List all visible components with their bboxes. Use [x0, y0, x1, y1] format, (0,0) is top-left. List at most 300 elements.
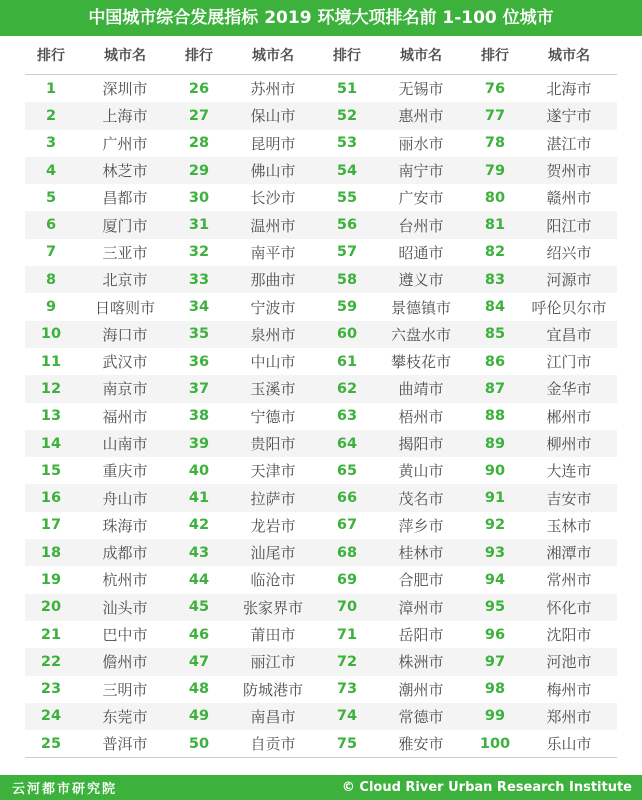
table-row	[25, 75, 617, 102]
rank-value: 9	[45, 299, 57, 316]
city-name: 湛江市	[546, 134, 592, 153]
rank-value: 17	[40, 517, 62, 534]
rank-value: 29	[188, 162, 210, 179]
rank-value: 68	[336, 544, 358, 561]
city-name: 北京市	[102, 271, 148, 290]
rank-value: 25	[40, 735, 62, 752]
city-name: 昭通市	[398, 243, 444, 262]
rank-value: 98	[484, 681, 506, 698]
rank-value: 67	[336, 517, 358, 534]
table-row	[25, 566, 617, 593]
city-name: 六盘水市	[390, 325, 451, 344]
city-name: 玉溪市	[250, 380, 296, 399]
city-name: 贺州市	[546, 162, 592, 181]
city-column-header: 城市名	[252, 48, 294, 64]
rank-value: 61	[336, 353, 358, 370]
rank-value: 53	[336, 135, 358, 152]
city-name: 揭阳市	[398, 435, 444, 453]
city-name: 丽江市	[250, 653, 296, 672]
rank-value: 71	[336, 626, 358, 643]
city-name: 南昌市	[250, 707, 296, 726]
city-name: 景德镇市	[390, 298, 451, 317]
city-name: 佛山市	[250, 162, 296, 181]
rank-city-cell	[321, 130, 469, 157]
rank-value: 94	[484, 571, 506, 588]
city-name: 吉安市	[546, 489, 592, 508]
city-column-header: 城市名	[548, 48, 590, 64]
rank-city-cell	[173, 266, 321, 293]
page-title: 中国城市综合发展指标 2019 环境大项排名前 1-100 位城市	[0, 0, 642, 36]
table-body	[25, 75, 617, 758]
rank-value: 45	[188, 599, 210, 616]
rank-city-cell	[173, 239, 321, 266]
rank-value: 100	[479, 735, 511, 752]
rank-city-cell	[469, 703, 617, 730]
city-name: 宁德市	[250, 407, 296, 426]
rank-city-cell	[25, 321, 173, 348]
rank-city-cell	[469, 457, 617, 484]
rank-city-cell	[469, 484, 617, 511]
rank-city-cell	[25, 703, 173, 730]
city-name: 林芝市	[102, 162, 148, 181]
city-name: 南宁市	[398, 162, 444, 181]
rank-city-cell	[321, 321, 469, 348]
table-row	[25, 239, 617, 266]
city-name: 沈阳市	[546, 626, 592, 645]
rank-value: 90	[484, 462, 506, 479]
rank-value: 38	[188, 408, 210, 425]
rank-value: 92	[484, 517, 506, 534]
rank-value: 65	[336, 462, 358, 479]
rank-city-cell	[469, 375, 617, 402]
city-name: 常州市	[546, 571, 592, 590]
city-name: 遂宁市	[546, 107, 592, 126]
rank-city-cell	[469, 348, 617, 375]
city-name: 普洱市	[102, 735, 148, 754]
table-row	[25, 348, 617, 375]
rank-value: 58	[336, 271, 358, 288]
city-name: 中山市	[250, 353, 296, 372]
table-row	[25, 266, 617, 293]
rank-city-cell	[469, 130, 617, 157]
city-name: 广安市	[398, 189, 444, 208]
rank-value: 76	[484, 80, 506, 97]
rank-city-cell	[25, 621, 173, 648]
rank-city-cell	[173, 539, 321, 566]
rank-value: 59	[336, 299, 358, 316]
rank-value: 69	[336, 571, 358, 588]
rank-city-cell	[173, 648, 321, 675]
rank-value: 31	[188, 217, 210, 234]
footer-copyright: © Cloud River Urban Research Institute	[341, 780, 632, 795]
city-name: 阳江市	[546, 216, 592, 235]
rank-city-cell	[321, 676, 469, 703]
rank-value: 81	[484, 217, 506, 234]
rank-value: 62	[336, 380, 358, 397]
city-name: 株洲市	[398, 653, 444, 672]
table-row	[25, 539, 617, 566]
rank-city-cell	[321, 703, 469, 730]
rank-city-cell	[173, 130, 321, 157]
rank-city-cell	[469, 539, 617, 566]
city-name: 绍兴市	[546, 243, 592, 262]
rank-value: 49	[188, 708, 210, 725]
rank-city-cell	[469, 239, 617, 266]
table-row	[25, 130, 617, 157]
table-row	[25, 457, 617, 484]
city-name: 河池市	[546, 653, 592, 672]
city-name: 茂名市	[398, 489, 444, 508]
rank-city-cell	[173, 403, 321, 430]
rank-value: 46	[188, 626, 210, 643]
table-row	[25, 321, 617, 348]
city-name: 成都市	[102, 544, 148, 563]
city-name: 天津市	[250, 462, 296, 481]
city-name: 合肥市	[398, 571, 444, 590]
rank-value: 63	[336, 408, 358, 425]
rank-city-cell	[25, 484, 173, 511]
table-row	[25, 594, 617, 621]
rank-value: 28	[188, 135, 210, 152]
rank-value: 87	[484, 380, 506, 397]
city-name: 山南市	[102, 435, 148, 453]
rank-value: 86	[484, 353, 506, 370]
city-name: 汕头市	[102, 598, 148, 617]
rank-city-cell	[25, 184, 173, 211]
city-name: 三明市	[102, 680, 148, 699]
rank-city-cell	[321, 239, 469, 266]
rank-value: 5	[45, 189, 57, 206]
rank-value: 16	[40, 490, 62, 507]
rank-value: 30	[188, 189, 210, 206]
rank-value: 41	[188, 490, 210, 507]
rank-city-cell	[25, 348, 173, 375]
city-name: 巴中市	[102, 626, 148, 645]
rank-value: 4	[45, 162, 57, 179]
rank-city-cell	[173, 430, 321, 457]
city-name: 保山市	[250, 107, 296, 126]
rank-city-cell	[25, 102, 173, 129]
rank-city-cell	[25, 293, 173, 320]
rank-column-header: 排行	[333, 48, 361, 64]
city-name: 泉州市	[250, 325, 296, 344]
city-name: 那曲市	[250, 271, 296, 290]
rank-city-cell	[321, 730, 469, 757]
rank-city-cell	[469, 648, 617, 675]
city-name: 杭州市	[102, 571, 148, 590]
rank-city-cell	[321, 484, 469, 511]
rank-city-cell	[25, 539, 173, 566]
header-group-1	[25, 36, 173, 74]
rank-value: 51	[336, 80, 358, 97]
ranking-table	[25, 36, 617, 758]
table-row	[25, 211, 617, 238]
rank-value: 8	[45, 271, 57, 288]
rank-value: 34	[188, 299, 210, 316]
rank-value: 32	[188, 244, 210, 261]
rank-value: 99	[484, 708, 506, 725]
header-group-4	[469, 36, 617, 74]
city-name: 攀枝花市	[390, 353, 451, 372]
rank-value: 83	[484, 271, 506, 288]
table-row	[25, 676, 617, 703]
city-name: 萍乡市	[398, 516, 444, 535]
rank-city-cell	[321, 375, 469, 402]
rank-value: 18	[40, 544, 62, 561]
rank-value: 91	[484, 490, 506, 507]
rank-column-header: 排行	[185, 48, 213, 64]
table-row	[25, 184, 617, 211]
rank-value: 78	[484, 135, 506, 152]
rank-value: 89	[484, 435, 506, 452]
city-name: 上海市	[102, 107, 148, 126]
rank-city-cell	[25, 430, 173, 457]
rank-value: 20	[40, 599, 62, 616]
city-name: 三亚市	[102, 243, 148, 262]
rank-city-cell	[25, 130, 173, 157]
table-row	[25, 730, 617, 757]
rank-city-cell	[321, 512, 469, 539]
rank-value: 42	[188, 517, 210, 534]
rank-city-cell	[173, 512, 321, 539]
city-name: 赣州市	[546, 189, 592, 208]
rank-value: 27	[188, 107, 210, 124]
rank-value: 19	[40, 571, 62, 588]
rank-value: 12	[40, 380, 62, 397]
header-group-3	[321, 36, 469, 74]
rank-value: 7	[45, 244, 57, 261]
rank-value: 72	[336, 653, 358, 670]
city-name: 龙岩市	[250, 516, 296, 535]
rank-column-header: 排行	[37, 48, 65, 64]
rank-city-cell	[25, 594, 173, 621]
rank-city-cell	[469, 293, 617, 320]
rank-value: 36	[188, 353, 210, 370]
table-row	[25, 621, 617, 648]
rank-city-cell	[321, 348, 469, 375]
table-row	[25, 430, 617, 457]
rank-city-cell	[173, 102, 321, 129]
city-name: 武汉市	[102, 353, 148, 372]
rank-city-cell	[173, 703, 321, 730]
city-name: 温州市	[250, 216, 296, 235]
city-name: 自贡市	[250, 735, 296, 754]
city-name: 遵义市	[398, 271, 444, 290]
rank-city-cell	[469, 184, 617, 211]
rank-value: 48	[188, 681, 210, 698]
rank-city-cell	[173, 594, 321, 621]
rank-city-cell	[469, 430, 617, 457]
rank-city-cell	[469, 266, 617, 293]
rank-city-cell	[25, 239, 173, 266]
footer-org-name: 云河都市研究院	[12, 782, 118, 797]
rank-city-cell	[25, 211, 173, 238]
city-name: 汕尾市	[250, 544, 296, 563]
rank-value: 47	[188, 653, 210, 670]
rank-city-cell	[173, 457, 321, 484]
rank-value: 95	[484, 599, 506, 616]
rank-city-cell	[25, 676, 173, 703]
city-name: 怀化市	[546, 598, 592, 617]
city-name: 临沧市	[250, 571, 296, 590]
city-name: 黄山市	[398, 462, 444, 481]
rank-value: 3	[45, 135, 57, 152]
city-name: 贵阳市	[250, 435, 296, 453]
rank-value: 1	[45, 80, 57, 97]
city-name: 雅安市	[398, 735, 444, 754]
rank-city-cell	[173, 621, 321, 648]
table-row	[25, 512, 617, 539]
city-name: 惠州市	[398, 107, 444, 126]
rank-value: 14	[40, 435, 62, 452]
rank-city-cell	[173, 211, 321, 238]
rank-value: 50	[188, 735, 210, 752]
city-name: 柳州市	[546, 435, 592, 453]
city-name: 无锡市	[398, 80, 444, 99]
rank-value: 88	[484, 408, 506, 425]
rank-value: 23	[40, 681, 62, 698]
rank-city-cell	[469, 211, 617, 238]
city-name: 常德市	[398, 707, 444, 726]
table-row	[25, 102, 617, 129]
rank-city-cell	[25, 730, 173, 757]
rank-value: 11	[40, 353, 62, 370]
city-name: 海口市	[102, 325, 148, 344]
city-name: 桂林市	[398, 544, 444, 563]
city-name: 台州市	[398, 216, 444, 235]
city-name: 梅州市	[546, 680, 592, 699]
rank-value: 75	[336, 735, 358, 752]
rank-value: 54	[336, 162, 358, 179]
rank-city-cell	[469, 566, 617, 593]
rank-city-cell	[25, 512, 173, 539]
rank-city-cell	[173, 348, 321, 375]
rank-value: 85	[484, 326, 506, 343]
rank-city-cell	[321, 293, 469, 320]
rank-city-cell	[469, 512, 617, 539]
rank-city-cell	[469, 676, 617, 703]
rank-value: 33	[188, 271, 210, 288]
rank-city-cell	[25, 375, 173, 402]
header-group-2	[173, 36, 321, 74]
city-name: 宜昌市	[546, 325, 592, 344]
rank-value: 57	[336, 244, 358, 261]
city-name: 昆明市	[250, 134, 296, 153]
rank-city-cell	[321, 621, 469, 648]
rank-value: 6	[45, 217, 57, 234]
city-name: 南京市	[102, 380, 148, 399]
city-name: 南平市	[250, 243, 296, 262]
rank-city-cell	[173, 293, 321, 320]
city-name: 金华市	[546, 380, 592, 399]
rank-value: 60	[336, 326, 358, 343]
city-name: 张家界市	[242, 598, 303, 617]
rank-city-cell	[469, 403, 617, 430]
rank-city-cell	[321, 75, 469, 102]
city-name: 湘潭市	[546, 544, 592, 563]
rank-city-cell	[321, 539, 469, 566]
rank-value: 79	[484, 162, 506, 179]
rank-column-header: 排行	[481, 48, 509, 64]
rank-value: 44	[188, 571, 210, 588]
city-name: 日喀则市	[94, 298, 155, 317]
city-name: 福州市	[102, 407, 148, 426]
city-name: 昌都市	[102, 189, 148, 208]
rank-value: 64	[336, 435, 358, 452]
rank-city-cell	[173, 157, 321, 184]
rank-city-cell	[173, 184, 321, 211]
city-name: 梧州市	[398, 407, 444, 426]
rank-city-cell	[321, 594, 469, 621]
city-name: 广州市	[102, 134, 148, 153]
city-name: 丽水市	[398, 134, 444, 153]
rank-value: 37	[188, 380, 210, 397]
city-name: 郴州市	[546, 407, 592, 426]
rank-city-cell	[173, 375, 321, 402]
rank-value: 39	[188, 435, 210, 452]
rank-city-cell	[25, 457, 173, 484]
city-name: 厦门市	[102, 216, 148, 235]
city-name: 潮州市	[398, 680, 444, 699]
rank-value: 84	[484, 299, 506, 316]
rank-value: 82	[484, 244, 506, 261]
rank-value: 77	[484, 107, 506, 124]
table-row	[25, 484, 617, 511]
rank-value: 93	[484, 544, 506, 561]
rank-city-cell	[25, 403, 173, 430]
rank-value: 97	[484, 653, 506, 670]
city-name: 呼伦贝尔市	[531, 298, 607, 317]
rank-city-cell	[469, 157, 617, 184]
city-name: 重庆市	[102, 462, 148, 481]
rank-value: 35	[188, 326, 210, 343]
table-row	[25, 648, 617, 675]
rank-city-cell	[25, 157, 173, 184]
city-name: 深圳市	[102, 80, 148, 99]
table-header-row	[25, 36, 617, 75]
city-column-header: 城市名	[400, 48, 442, 64]
rank-city-cell	[321, 184, 469, 211]
city-name: 珠海市	[102, 516, 148, 535]
rank-city-cell	[469, 594, 617, 621]
city-name: 东莞市	[102, 707, 148, 726]
rank-city-cell	[321, 403, 469, 430]
city-name: 儋州市	[102, 653, 148, 672]
rank-value: 96	[484, 626, 506, 643]
rank-value: 13	[40, 408, 62, 425]
rank-city-cell	[173, 676, 321, 703]
rank-city-cell	[321, 430, 469, 457]
rank-city-cell	[25, 566, 173, 593]
rank-city-cell	[469, 75, 617, 102]
city-name: 郑州市	[546, 707, 592, 726]
rank-city-cell	[173, 484, 321, 511]
table-row	[25, 703, 617, 730]
city-name: 北海市	[546, 80, 592, 99]
rank-value: 52	[336, 107, 358, 124]
table-row	[25, 375, 617, 402]
footer-bar	[0, 775, 642, 800]
rank-city-cell	[321, 211, 469, 238]
city-name: 舟山市	[102, 489, 148, 508]
city-name: 大连市	[546, 462, 592, 481]
rank-value: 40	[188, 462, 210, 479]
rank-city-cell	[321, 102, 469, 129]
city-name: 苏州市	[250, 80, 296, 99]
rank-value: 43	[188, 544, 210, 561]
table-row	[25, 157, 617, 184]
rank-city-cell	[173, 321, 321, 348]
